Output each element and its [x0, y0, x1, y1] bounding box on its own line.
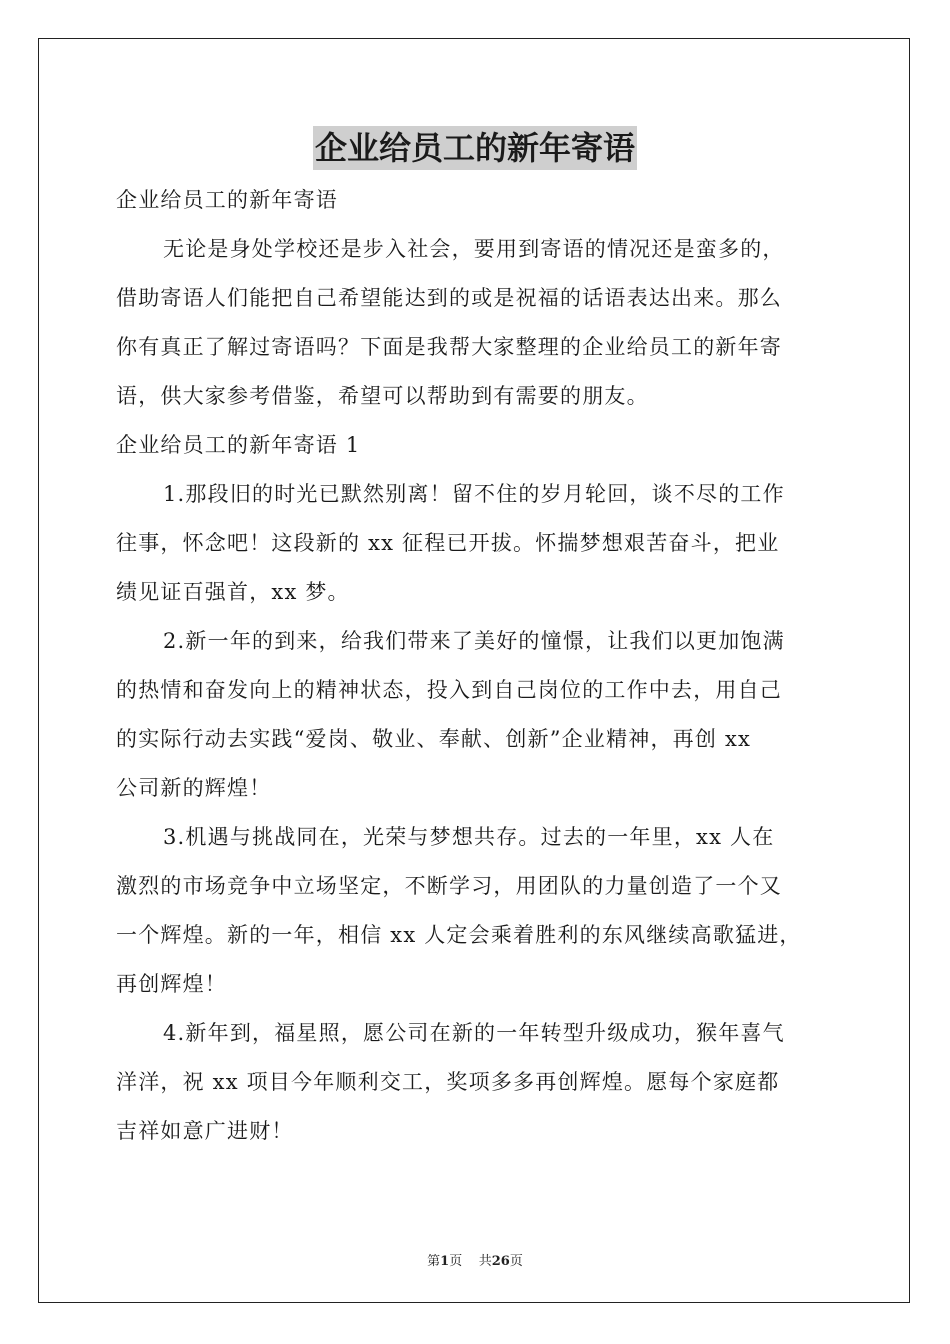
paragraph-line: 你有真正了解过寄语吗？下面是我帮大家整理的企业给员工的新年寄	[116, 335, 782, 359]
list-item	[116, 813, 838, 1009]
paragraph-line: 3.机遇与挑战同在，光荣与梦想共存。过去的一年里，xx 人在	[163, 825, 775, 849]
paragraph-line: 绩见证百强首，xx 梦。	[116, 580, 350, 604]
list-item	[116, 470, 838, 617]
paragraph-line: 激烈的市场竞争中立场坚定，不断学习，用团队的力量创造了一个又	[116, 874, 782, 898]
paragraph-line: 1.那段旧的时光已默然别离！留不住的岁月轮回，谈不尽的工作	[163, 482, 785, 506]
paragraph-line: 一个辉煌。新的一年，相信 xx 人定会乘着胜利的东风继续高歌猛进，	[116, 923, 802, 947]
footer-total-prefix: 共	[478, 1254, 492, 1269]
intro-paragraph	[116, 225, 838, 421]
footer-page-suffix: 页	[449, 1254, 463, 1269]
paragraph-line: 再创辉煌！	[116, 972, 227, 996]
page-footer	[0, 1250, 950, 1269]
list-item	[116, 1009, 838, 1156]
paragraph-line: 洋洋，祝 xx 项目今年顺利交工，奖项多多再创辉煌。愿每个家庭都	[116, 1070, 780, 1094]
title-container	[0, 126, 950, 170]
page-total: 26	[491, 1254, 510, 1269]
page-number: 1	[440, 1254, 450, 1269]
paragraph-line: 4.新年到，福星照，愿公司在新的一年转型升级成功，猴年喜气	[163, 1021, 785, 1045]
paragraph-line: 往事，怀念吧！这段新的 xx 征程已开拔。怀揣梦想艰苦奋斗，把业	[116, 531, 780, 555]
document-title: 企业给员工的新年寄语	[313, 126, 637, 170]
paragraph-line: 公司新的辉煌！	[116, 776, 272, 800]
section-heading: 企业给员工的新年寄语 1	[116, 433, 361, 457]
footer-total-suffix: 页	[509, 1254, 523, 1269]
paragraph-line: 无论是身处学校还是步入社会，要用到寄语的情况还是蛮多的，	[163, 237, 785, 261]
paragraph-line: 语，供大家参考借鉴，希望可以帮助到有需要的朋友。	[116, 384, 649, 408]
footer-prefix: 第	[427, 1254, 441, 1269]
paragraph-line: 借助寄语人们能把自己希望能达到的或是祝福的话语表达出来。那么	[116, 286, 782, 310]
document-body	[116, 176, 838, 1156]
paragraph-line: 吉祥如意广进财！	[116, 1119, 294, 1143]
paragraph-line: 的热情和奋发向上的精神状态，投入到自己岗位的工作中去，用自己	[116, 678, 782, 702]
list-item	[116, 617, 838, 813]
paragraph-line: 的实际行动去实践“爱岗、敬业、奉献、创新”企业精神，再创 xx	[116, 727, 752, 751]
paragraph-line: 2.新一年的到来，给我们带来了美好的憧憬，让我们以更加饱满	[163, 629, 785, 653]
subtitle: 企业给员工的新年寄语	[116, 188, 338, 212]
